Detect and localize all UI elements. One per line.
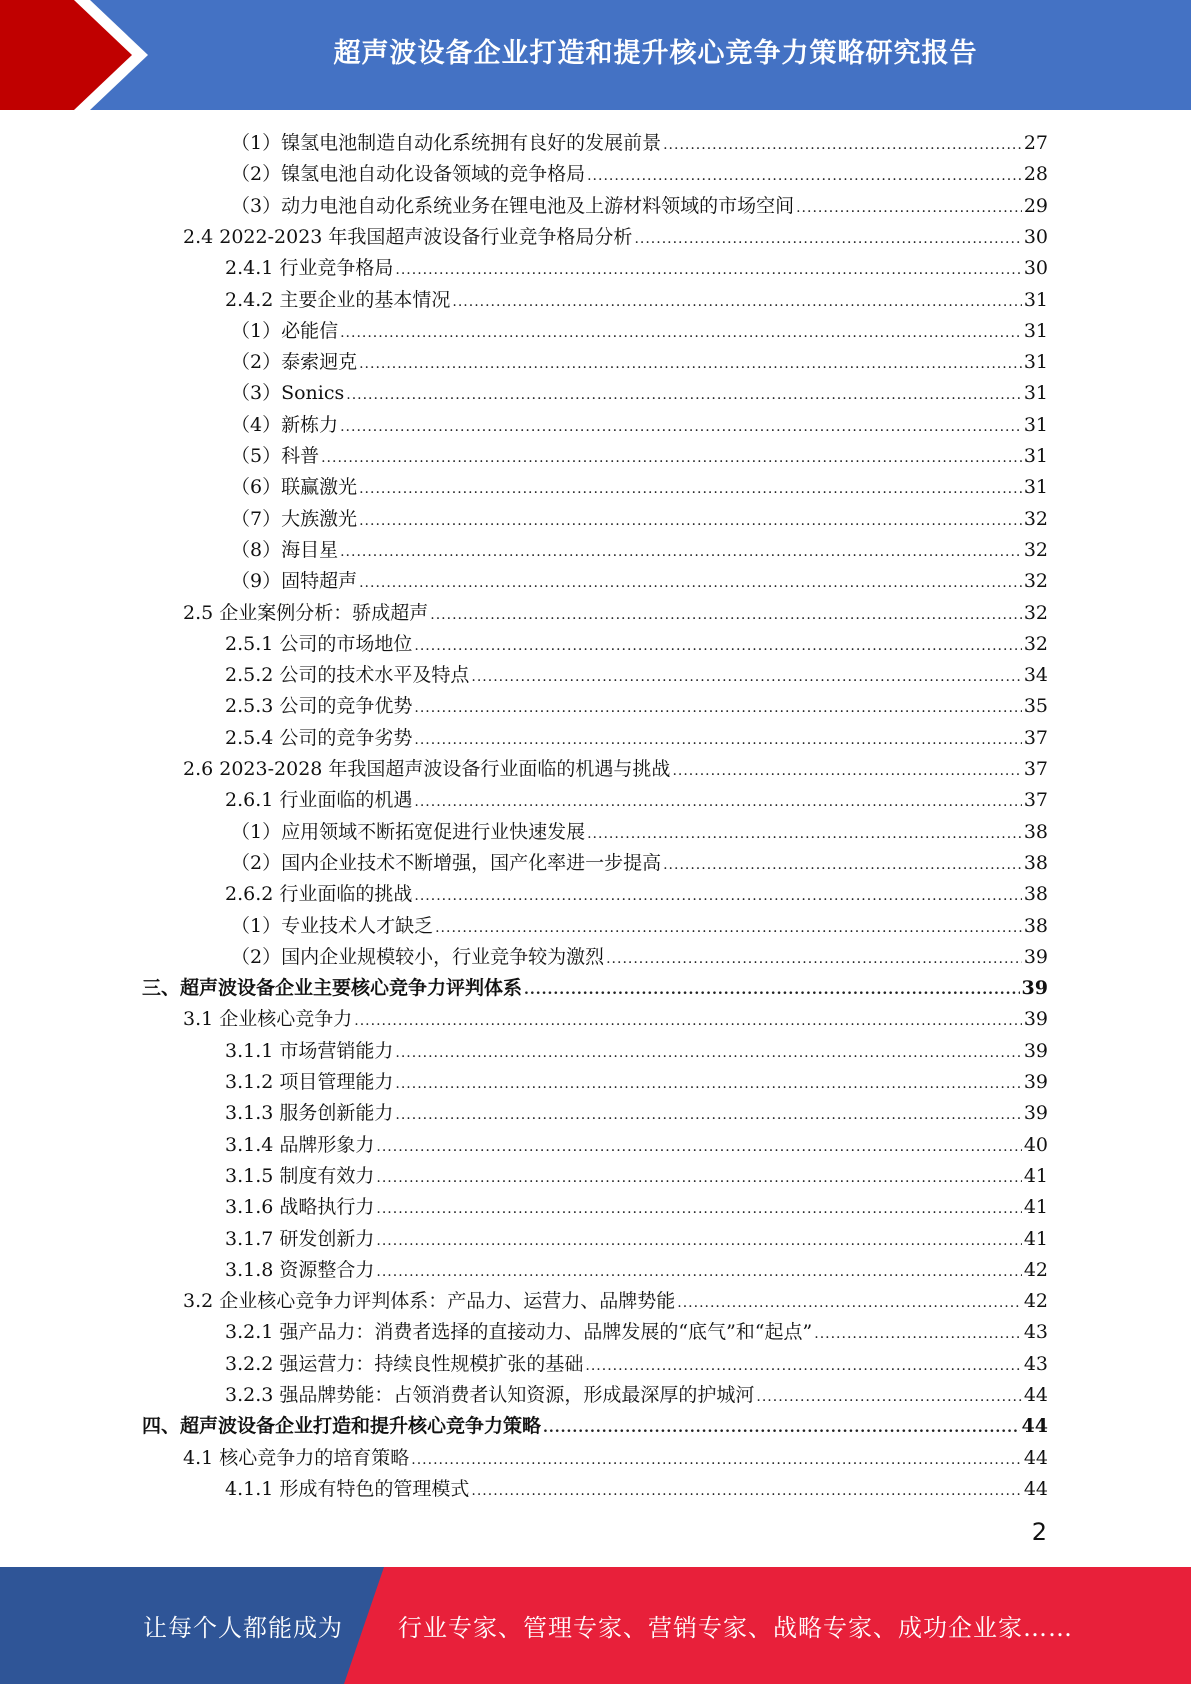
toc-entry-title: 四、超声波设备企业打造和提升核心竞争力策略 [142,1415,542,1438]
toc-entry[interactable] [183,754,1048,785]
toc-dot-leader [543,1413,1020,1444]
toc-entry-page: 31 [1023,288,1048,311]
toc-entry-page: 41 [1023,1164,1048,1187]
toc-entry-page: 44 [1023,1446,1048,1469]
toc-entry-title: 3.1.3 服务创新能力 [225,1102,394,1125]
toc-entry-page: 32 [1023,570,1048,593]
toc-entry-title: 3.1.6 战略执行力 [225,1196,375,1219]
toc-entry-page: 39 [1021,977,1048,1000]
toc-entry-title: 2.5.2 公司的技术水平及特点 [225,664,470,687]
toc-entry[interactable] [142,973,1048,1004]
toc-entry-page: 44 [1023,1384,1048,1406]
toc-entry[interactable] [225,723,1048,754]
toc-entry-page: 30 [1023,257,1048,280]
toc-entry-title: 3.2.3 强品牌势能：占领消费者认知资源，形成最深厚的护城河 [225,1384,755,1406]
toc-entry-title: 2.6.2 行业面临的挑战 [225,883,413,906]
toc-entry[interactable] [225,1317,1048,1348]
toc-dot-leader [346,380,1022,411]
toc-dot-leader [430,600,1022,631]
toc-entry[interactable] [231,191,1048,222]
toc-entry-page: 31 [1023,445,1048,467]
toc-entry[interactable] [225,1161,1048,1192]
toc-dot-leader [359,506,1022,537]
toc-entry[interactable] [225,1380,1048,1411]
toc-entry-page: 41 [1023,1196,1048,1219]
toc-entry-title: （9）固特超声 [231,570,358,593]
toc-entry[interactable] [231,128,1048,159]
toc-entry-title: 3.1.7 研发创新力 [225,1227,375,1250]
toc-entry-title: （1）专业技术人才缺乏 [231,914,434,937]
toc-entry-page: 38 [1023,851,1048,874]
toc-dot-leader [524,975,1020,1006]
toc-entry-page: 32 [1023,601,1048,624]
toc-entry[interactable] [225,1192,1048,1223]
toc-entry-title: 2.5.1 公司的市场地位 [225,632,413,655]
toc-dot-leader [587,819,1022,850]
toc-dot-leader [414,881,1021,912]
toc-entry[interactable] [225,1474,1048,1505]
toc-entry-page: 44 [1023,1477,1048,1500]
toc-entry-title: 3.2.2 强运营力：持续良性规模扩张的基础 [225,1352,584,1375]
toc-entry[interactable] [225,1255,1048,1286]
toc-dot-leader [677,1288,1022,1319]
toc-entry-title: （2）泰索迥克 [231,351,358,374]
toc-entry-title: （7）大族激光 [231,507,358,530]
footer-slogan-right: 行业专家、管理专家、营销专家、战略专家、成功企业家…… [398,1614,1073,1642]
toc-entry-title: （1）必能信 [231,319,339,342]
toc-entry-page: 34 [1023,664,1048,687]
toc-entry[interactable] [231,566,1048,597]
toc-dot-leader [414,787,1021,818]
toc-entry-title: 3.1.1 市场营销能力 [225,1039,394,1062]
toc-entry-page: 31 [1023,413,1048,436]
toc-dot-leader [585,1351,1021,1382]
toc-entry-page: 32 [1023,507,1048,530]
toc-entry[interactable] [225,285,1048,316]
toc-entry[interactable] [231,848,1048,879]
toc-dot-leader [663,130,1022,161]
toc-entry-title: 2.4.1 行业竞争格局 [225,257,394,280]
toc-entry-page: 39 [1023,1071,1048,1093]
toc-entry[interactable] [183,598,1048,629]
toc-dot-leader [452,287,1021,318]
toc-entry-title: （5）科普 [231,445,320,467]
toc-entry-page: 42 [1023,1258,1048,1281]
toc-entry[interactable] [231,410,1048,441]
toc-entry[interactable] [225,629,1048,660]
toc-entry-title: （2）镍氢电池自动化设备领域的竞争格局 [231,163,586,186]
toc-dot-leader [359,474,1022,505]
toc-entry-title: （1）镍氢电池制造自动化系统拥有良好的发展前景 [231,132,662,154]
toc-dot-leader [395,255,1021,286]
toc-dot-leader [340,412,1022,443]
toc-entry-title: 3.2 企业核心竞争力评判体系：产品力、运营力、品牌势能 [183,1290,676,1313]
toc-entry[interactable] [225,879,1048,910]
toc-entry[interactable] [225,253,1048,284]
toc-entry-title: （2）国内企业规模较小，行业竞争较为激烈 [231,945,605,968]
toc-entry-page: 37 [1023,789,1048,812]
toc-entry-title: 2.6 2023-2028 年我国超声波设备行业面临的机遇与挑战 [183,758,671,780]
toc-entry-title: 2.4 2022-2023 年我国超声波设备行业竞争格局分析 [183,225,633,248]
toc-dot-leader [395,1100,1021,1131]
toc-entry-page: 31 [1023,476,1048,499]
toc-dot-leader [340,318,1022,349]
toc-entry[interactable] [231,942,1048,973]
toc-entry-title: （1）应用领域不断拓宽促进行业快速发展 [231,820,586,843]
toc-entry-page: 31 [1023,319,1048,342]
toc-entry[interactable] [225,785,1048,816]
toc-dot-leader [672,756,1021,787]
toc-entry-title: 2.5 企业案例分析：骄成超声 [183,601,429,624]
toc-entry-page: 30 [1023,225,1048,248]
toc-dot-leader [471,1476,1021,1507]
toc-dot-leader [354,1006,1022,1037]
toc-entry[interactable] [231,347,1048,378]
page-footer [0,1567,1191,1684]
toc-entry-title: 3.1.8 资源整合力 [225,1258,375,1281]
toc-entry-title: 3.1.5 制度有效力 [225,1164,375,1187]
toc-entry[interactable] [142,1411,1048,1442]
toc-entry-title: （3）Sonics [231,382,345,405]
toc-entry[interactable] [231,911,1048,942]
toc-entry-page: 38 [1023,820,1048,843]
toc-dot-leader [414,725,1021,756]
toc-dot-leader [411,1445,1022,1476]
toc-dot-leader [471,662,1021,693]
toc-entry[interactable] [225,691,1048,722]
toc-entry-title: 3.1.4 品牌形象力 [225,1133,375,1156]
toc-entry[interactable] [231,472,1048,503]
toc-entry[interactable] [231,316,1048,347]
toc-entry-page: 37 [1023,726,1048,749]
toc-entry[interactable] [231,441,1048,472]
toc-entry[interactable] [183,1443,1048,1474]
toc-entry[interactable] [231,504,1048,535]
report-title: 超声波设备企业打造和提升核心竞争力策略研究报告 [333,37,978,69]
toc-entry-page: 31 [1023,382,1048,405]
toc-entry-title: 4.1.1 形成有特色的管理模式 [225,1477,470,1500]
toc-dot-leader [756,1382,1021,1413]
toc-entry-title: 2.6.1 行业面临的机遇 [225,789,413,812]
toc-entry-page: 39 [1023,1039,1048,1062]
toc-entry[interactable] [225,1036,1048,1067]
toc-entry-title: 2.5.3 公司的竞争优势 [225,695,413,718]
toc-entry-page: 40 [1023,1133,1048,1156]
toc-entry-page: 41 [1023,1227,1048,1250]
toc-entry-title: 2.5.4 公司的竞争劣势 [225,726,413,749]
toc-entry-page: 28 [1023,163,1048,186]
toc-entry-page: 32 [1023,632,1048,655]
toc-entry-page: 38 [1023,883,1048,906]
toc-entry-title: 3.2.1 强产品力：消费者选择的直接动力、品牌发展的“底气”和“起点” [225,1321,813,1344]
toc-dot-leader [359,568,1022,599]
toc-entry-title: 3.1 企业核心竞争力 [183,1008,353,1031]
toc-entry[interactable] [183,1004,1048,1035]
toc-entry-page: 44 [1021,1415,1048,1438]
toc-dot-leader [414,693,1021,724]
toc-dot-leader [376,1257,1021,1288]
toc-entry[interactable] [231,817,1048,848]
toc-dot-leader [376,1226,1021,1257]
toc-entry-page: 39 [1023,1102,1048,1125]
toc-entry-page: 39 [1023,945,1048,968]
toc-entry-title: 三、超声波设备企业主要核心竞争力评判体系 [142,977,523,1000]
footer-slogan-left: 让每个人都能成为 [143,1614,343,1642]
toc-entry-page: 43 [1023,1352,1048,1375]
toc-entry[interactable] [225,1349,1048,1380]
toc-entry[interactable] [231,535,1048,566]
toc-entry-title: 4.1 核心竞争力的培育策略 [183,1446,410,1469]
toc-entry-title: 3.1.2 项目管理能力 [225,1071,394,1093]
toc-dot-leader [359,349,1022,380]
toc-dot-leader [634,224,1021,255]
toc-entry-page: 31 [1023,351,1048,374]
toc-entry-title: （6）联赢激光 [231,476,358,499]
page-number: 2 [1031,1518,1047,1546]
toc-dot-leader [435,913,1022,944]
toc-entry[interactable] [231,159,1048,190]
toc-entry-title: （4）新栋力 [231,413,339,436]
toc-entry-page: 27 [1023,132,1048,154]
toc-entry-page: 32 [1023,538,1048,561]
toc-entry-page: 37 [1023,758,1048,780]
toc-entry-title: （2）国内企业技术不断增强，国产化率进一步提高 [231,851,662,874]
toc-entry-page: 29 [1023,194,1048,217]
toc-dot-leader [340,537,1022,568]
page-header [0,0,1191,110]
toc-entry-title: （3）动力电池自动化系统业务在锂电池及上游材料领域的市场空间 [231,194,795,217]
toc-entry[interactable] [183,1286,1048,1317]
toc-dot-leader [321,443,1022,474]
toc-dot-leader [414,631,1021,662]
toc-entry-page: 35 [1023,695,1048,718]
toc-dot-leader [376,1163,1021,1194]
toc-entry[interactable] [225,1130,1048,1161]
toc-dot-leader [796,193,1022,224]
toc-entry[interactable] [225,1067,1048,1098]
toc-entry[interactable] [225,1224,1048,1255]
toc-dot-leader [395,1069,1021,1100]
toc-entry[interactable] [225,1098,1048,1129]
toc-dot-leader [376,1132,1021,1163]
toc-dot-leader [395,1038,1021,1069]
toc-entry-page: 42 [1023,1290,1048,1313]
toc-dot-leader [606,944,1022,975]
toc-dot-leader [376,1194,1021,1225]
toc-entry-title: （8）海目星 [231,538,339,561]
toc-dot-leader [587,161,1022,192]
toc-dot-leader [663,850,1022,881]
toc-entry-page: 38 [1023,914,1048,937]
toc-entry[interactable] [183,222,1048,253]
toc-dot-leader [814,1319,1022,1350]
toc-entry-title: 2.4.2 主要企业的基本情况 [225,288,451,311]
toc-entry[interactable] [231,378,1048,409]
toc-entry[interactable] [225,660,1048,691]
toc-entry-page: 43 [1023,1321,1048,1344]
toc-entry-page: 39 [1023,1008,1048,1031]
